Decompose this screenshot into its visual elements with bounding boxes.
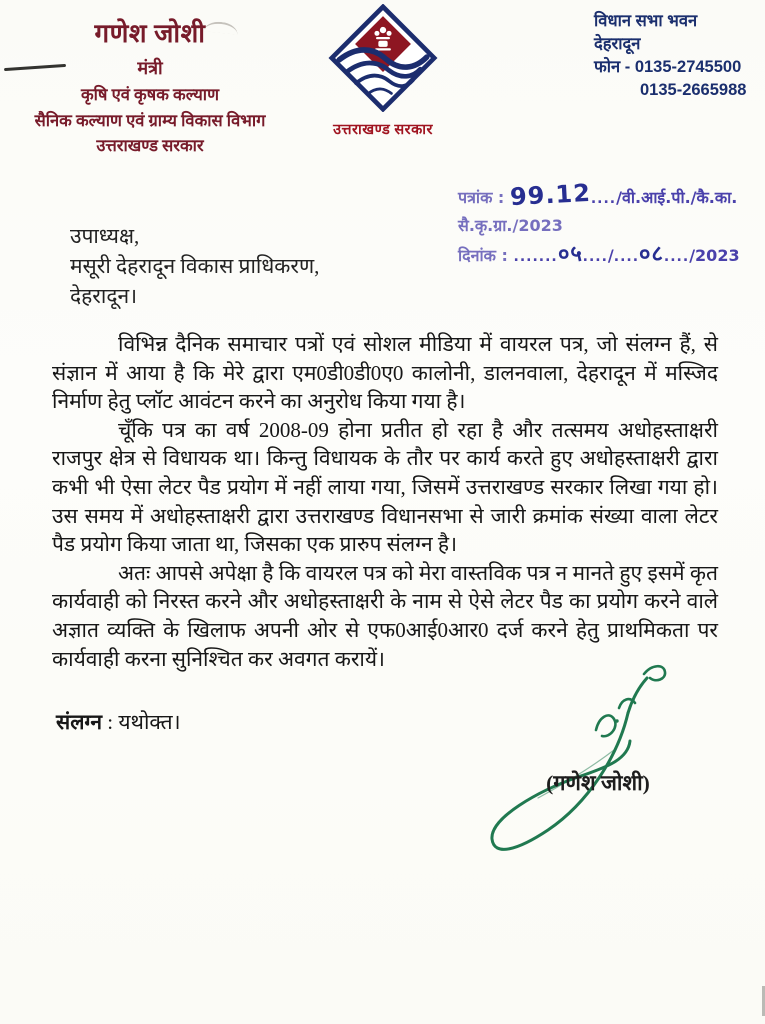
signatory-printed-name: (गणेश जोशी)	[546, 771, 650, 795]
reference-line-2	[458, 214, 764, 236]
recipient-organisation: मसूरी देहरादून विकास प्राधिकरण,	[70, 253, 320, 278]
date-dots-1: .......	[513, 249, 558, 265]
emblem-caption: उत्तराखण्ड सरकार	[333, 122, 433, 138]
enclosure-separator: :	[102, 710, 119, 734]
letter-body	[52, 330, 718, 673]
reference-office-code: सै.कृ.ग्रा./2023	[458, 216, 563, 235]
emblem-block	[316, 4, 450, 139]
date-label: दिनांक :	[458, 246, 508, 265]
department-line-1: कृषि एवं कृषक कल्याण	[80, 85, 220, 104]
date-separator: /	[607, 246, 614, 265]
enclosure-value: यथोक्त।	[118, 710, 181, 734]
reference-stamp	[458, 178, 764, 268]
enclosure-label: संलग्न	[56, 710, 102, 734]
body-paragraph-3: अतः आपसे अपेक्षा है कि वायरल पत्र को मेरा वास्तविक पत्र न मानते हुए इसमें कृत कार्यवाही को निरस्त करने और अधोहस्ताक्षरी के नाम से ऐसे लेटर पैड का प्रयोग करने वाले अज्ञात व्यक्ति के खिलाफ अपनी ओर से एफ0आई0आर0 दर्ज करने हेतु प्राथमिकता पर कार्यवाही करना सुनिश्चित कर अवगत करायें।	[52, 560, 718, 671]
body-paragraph-1: विभिन्न दैनिक समाचार पत्रों एवं सोशल मीडिया में वायरल पत्र, जो संलग्न हैं, से संज्ञान में आया है कि मेरे द्वारा एम0डी0डी0ए0 कालोनी, डालनवाला, देहरादून में मस्जिद निर्माण हेतु प्लॉट आवंटन करने का अनुरोध किया गया है।	[52, 332, 718, 414]
recipient-city: देहरादून।	[70, 283, 138, 308]
reference-dots: ....	[590, 191, 617, 207]
uttarakhand-government-emblem-icon	[327, 4, 439, 112]
minister-title: मंत्री	[137, 58, 163, 78]
date-dots-4: ....	[663, 249, 690, 265]
date-dots-3: ....	[613, 249, 640, 265]
department-line-2: सैनिक कल्याण एवं ग्राम्य विकास विभाग	[34, 110, 266, 130]
phone-line-2: 0135-2665988	[640, 81, 747, 100]
department-line-3: उत्तराखण्ड सरकार	[96, 136, 204, 156]
date-dots-2: ....	[582, 249, 608, 265]
date-month-handwritten: ०८	[638, 241, 665, 268]
minister-name: गणेश जोशी	[94, 19, 206, 48]
reference-label: पत्रांक :	[458, 188, 505, 207]
letterhead-right	[594, 10, 762, 102]
letterhead-left	[4, 14, 296, 157]
phone-line-1: फोन - 0135-2745500	[594, 58, 742, 77]
reference-number-row	[458, 178, 764, 212]
recipient-block	[70, 222, 319, 311]
enclosure-line	[56, 708, 181, 736]
address-line-1: विधान सभा भवन	[594, 12, 698, 30]
address-line-2: देहरादून	[594, 35, 641, 54]
body-paragraph-2: चूँकि पत्र का वर्ष 2008-09 होना प्रतीत हो रहा है और तत्समय अधोहस्ताक्षरी राजपुर क्षेत्र से विधायक था। किन्तु विधायक के तौर पर कार्य करते हुए अधोहस्ताक्षरी द्वारा कभी भी ऐसा लेटर पैड प्रयोग में नहीं लाया गया, जिसमें उत्तराखण्ड सरकार लिखा गया हो। उस समय में अधोहस्ताक्षरी द्वारा उत्तराखण्ड विधानसभा से जारी क्रमांक संख्या वाला लेटर पैड प्रयोग किया जाता था, जिसका एक प्रारुप संलग्न है।	[52, 417, 718, 557]
recipient-designation: उपाध्यक्ष,	[70, 224, 140, 248]
date-row	[458, 241, 764, 268]
date-day-handwritten: ०५	[557, 241, 584, 268]
reference-number-handwritten: 99.12	[509, 178, 592, 212]
date-year: /2023	[689, 246, 740, 265]
reference-suffix: /वी.आई.पी./कै.का.	[616, 188, 738, 207]
